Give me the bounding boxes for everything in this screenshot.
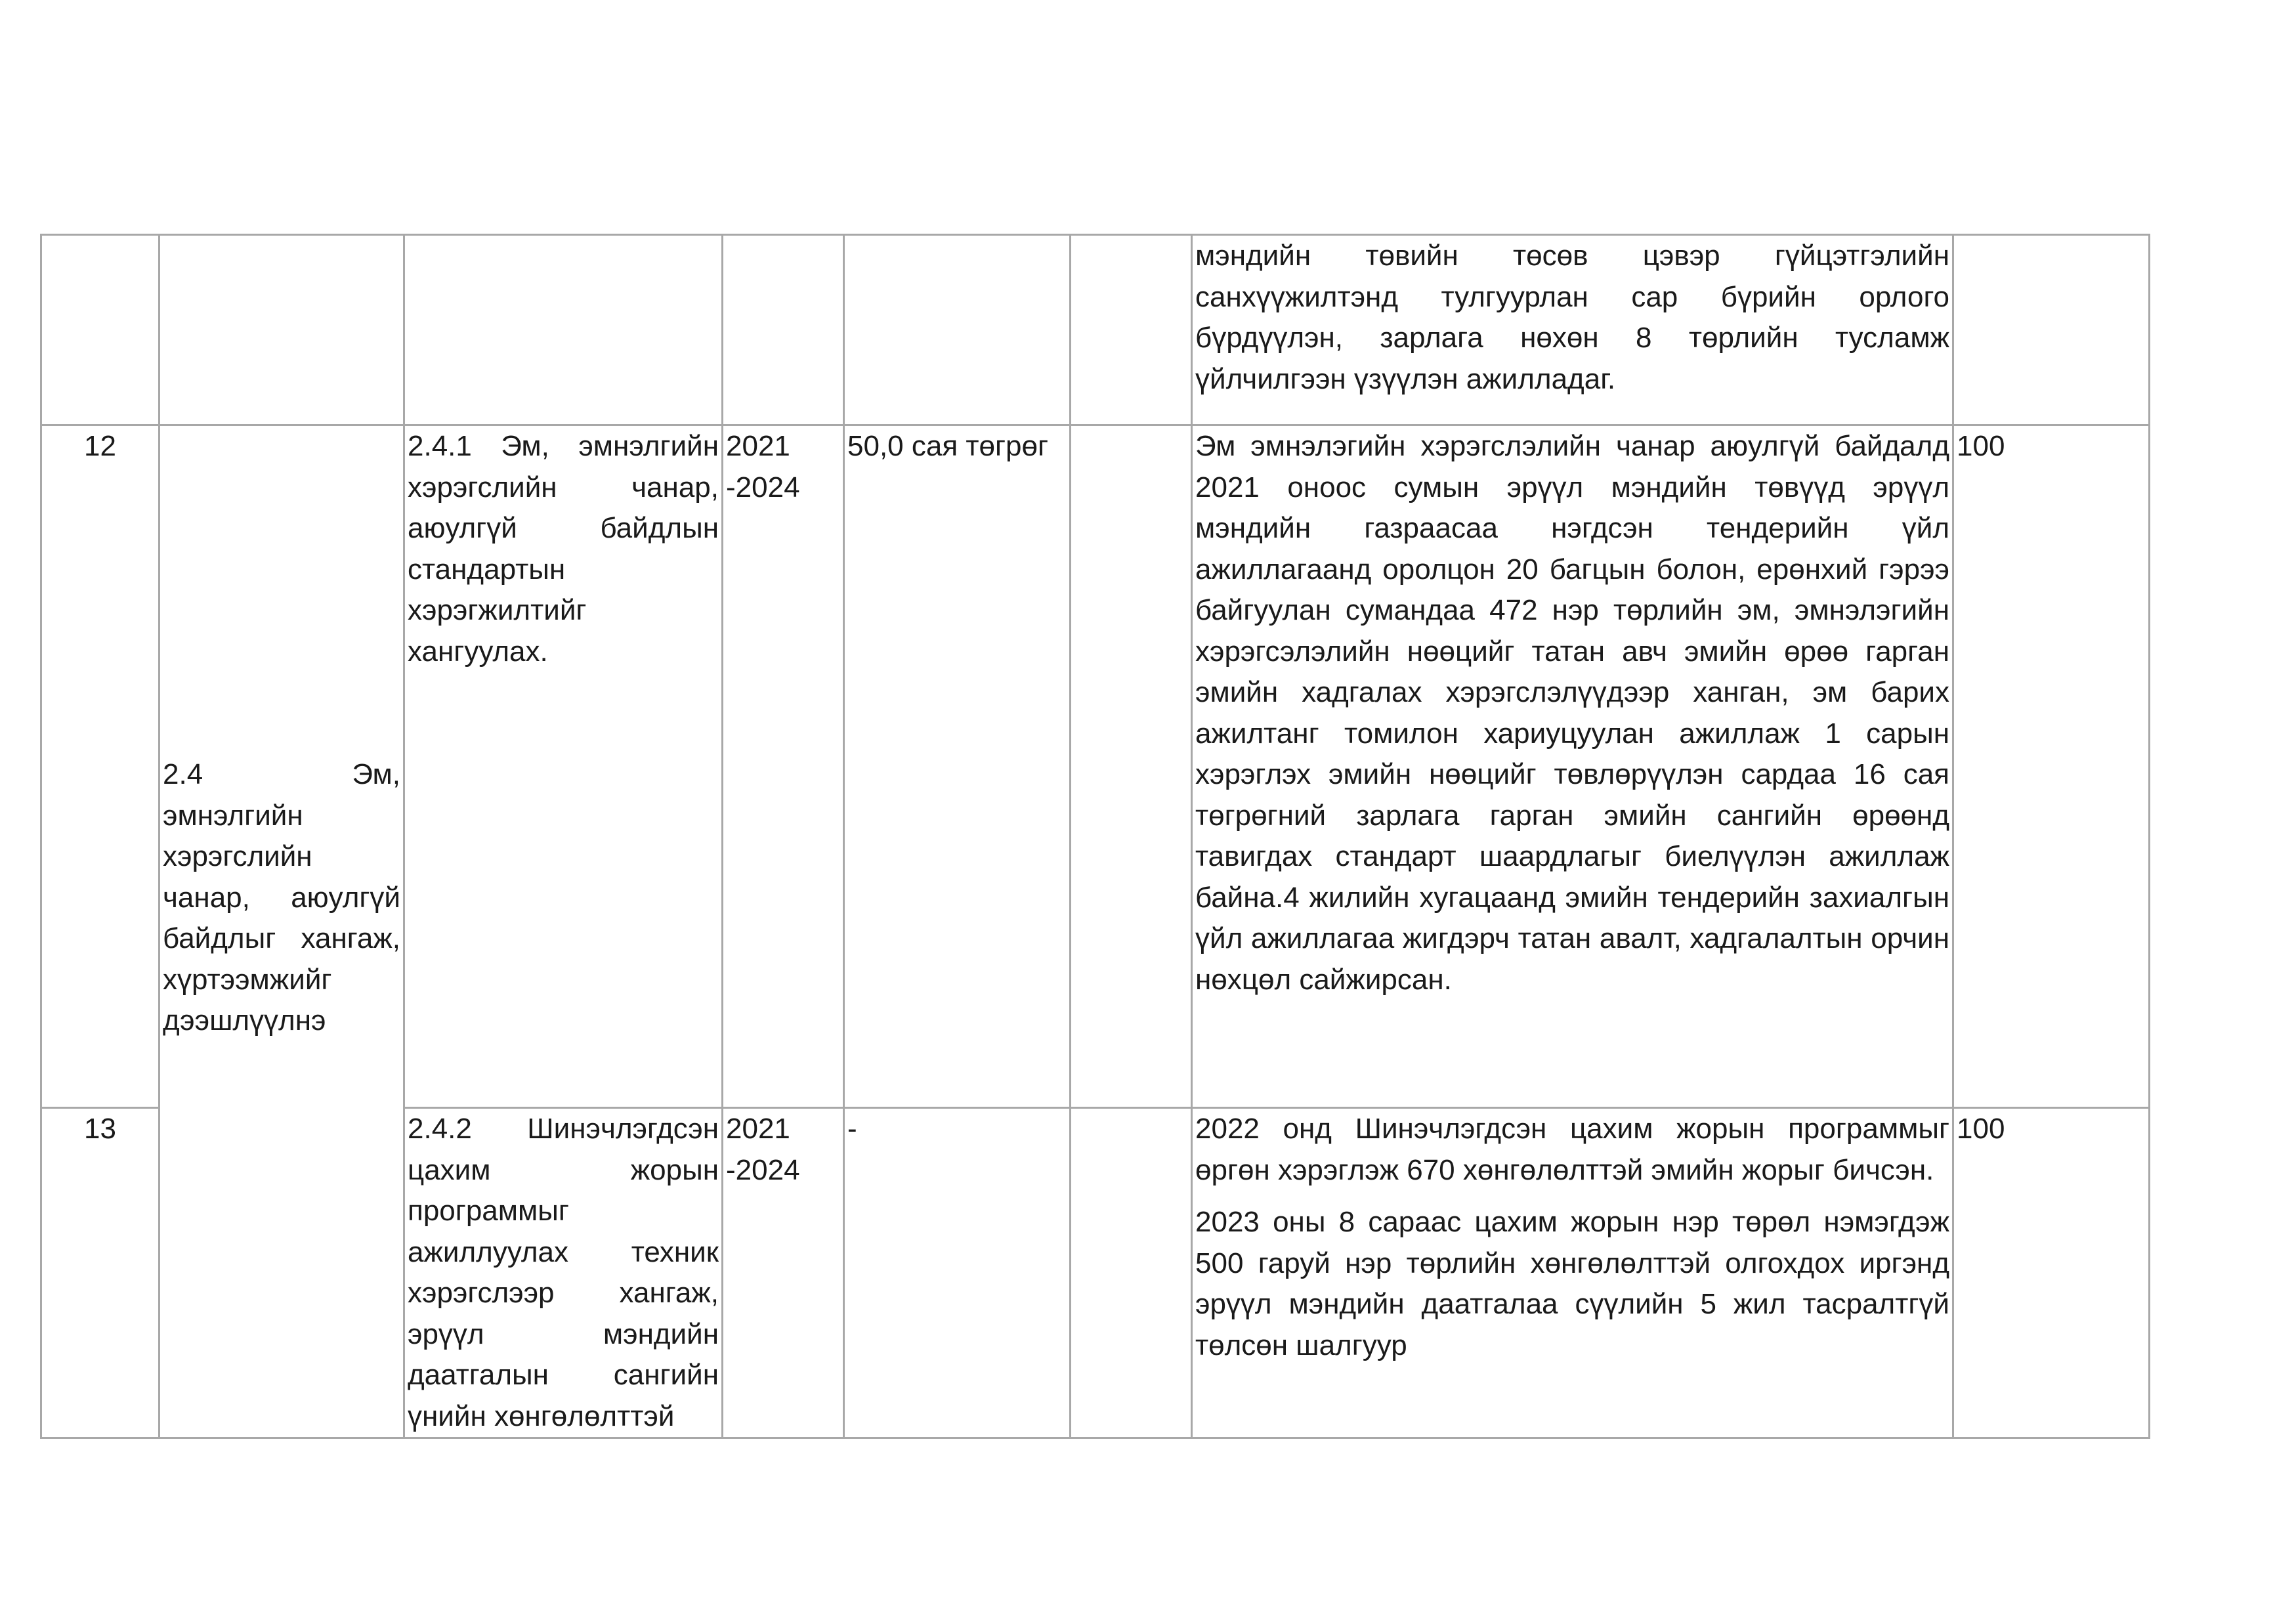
percent-cell: 100 bbox=[1953, 425, 2150, 1108]
percent-cell bbox=[1953, 235, 2150, 425]
activity-cell: 2.4.2 Шинэчлэгдсэн цахим жорын программыг ажиллуулах техник хэрэгслээр хангаж, эрүүл мэндийн даатгалын сангийн үнийн хөнгөлөлттэй bbox=[404, 1108, 723, 1438]
goal-text: 2.4 Эм, эмнэлгийн хэрэгслийн чанар, аюулгүй байдлыг хангаж, хүртээмжийг дээшлүүлнэ bbox=[163, 758, 400, 1036]
percent-cell: 100 bbox=[1953, 1108, 2150, 1438]
row-number-cell: 13 bbox=[41, 1108, 159, 1438]
result-cell bbox=[1192, 235, 1953, 425]
row-number-cell: 12 bbox=[41, 425, 159, 1108]
budget-cell: - bbox=[844, 1108, 1071, 1438]
empty-cell bbox=[1071, 235, 1192, 425]
result-paragraph: 2023 оны 8 сараас цахим жорын нэр төрөл нэмэгдэж 500 гаруй нэр төрлийн хөнгөлөлттэй олгохдох иргэнд эрүүл мэндийн даатгалаа сүүлийн 5 жил тасралтгүй төлсөн шалгуур bbox=[1195, 1206, 1949, 1361]
budget-cell: 50,0 сая төгрөг bbox=[844, 425, 1071, 1108]
result-cell bbox=[1192, 1108, 1953, 1438]
result-cell bbox=[1192, 425, 1953, 1108]
period-cell: 2021 -2024 bbox=[723, 1108, 844, 1438]
row-number-cell bbox=[41, 235, 159, 425]
goal-cell bbox=[159, 235, 404, 425]
activity-cell: 2.4.1 Эм, эмнэлгийн хэрэгслийн чанар, аюулгүй байдлын стандартын хэрэгжилтийг хангуулах. bbox=[404, 425, 723, 1108]
goal-cell bbox=[159, 425, 404, 1438]
activity-report-table bbox=[40, 234, 2150, 1439]
activity-cell bbox=[404, 235, 723, 425]
period-cell: 2021 -2024 bbox=[723, 425, 844, 1108]
result-paragraph: Эм эмнэлэгийн хэрэгслэлийн чанар аюулгүй байдалд 2021 оноос сумын эрүүл мэндийн төвүүд эрүүл мэндийн газраасаа нэгдсэн тендерийн үйл ажиллагаанд оролцон 20 багцын болон, ерөнхий гэрээ байгуулан сумандаа 472 нэр төрлийн эм, эмнэлэгийн хэрэгсэлэлийн нөөцийг татан авч эмийн өрөө гарган эмийн хадгалах хэрэгслэлүүдээр ханган, эм барих ажилтанг томилон хариуцуулан ажиллаж 1 сарын хэрэглэх эмийн нөөцийг төвлөрүүлэн сардаа 16 сая төгрөгний зарлага гарган эмийн сангийн өрөөнд тавигдах стандарт шаардлагыг биелүүлэн ажиллаж байна.4 жилийн хугацаанд эмийн тендерийн захиалгын үйл ажиллагаа жигдэрч татан авалт, хадгалалтын орчин нөхцөл сайжирсан. bbox=[1195, 430, 1949, 996]
period-cell bbox=[723, 235, 844, 425]
empty-cell bbox=[1071, 425, 1192, 1108]
table-row bbox=[41, 235, 2150, 425]
result-paragraph: мэндийн төвийн төсөв цэвэр гүйцэтгэлийн санхүүжилтэнд тулгуурлан сар бүрийн орлого бүрдүүлэн, зарлага нөхөн 8 төрлийн тусламж үйлчилгээн үзүүлэн ажилладаг. bbox=[1195, 240, 1949, 395]
result-paragraph: 2022 онд Шинэчлэгдсэн цахим жорын программыг өргөн хэрэглэж 670 хөнгөлөлттэй эмийн жорыг бичсэн. bbox=[1195, 1113, 1949, 1186]
table-row bbox=[41, 425, 2150, 1108]
budget-cell bbox=[844, 235, 1071, 425]
empty-cell bbox=[1071, 1108, 1192, 1438]
